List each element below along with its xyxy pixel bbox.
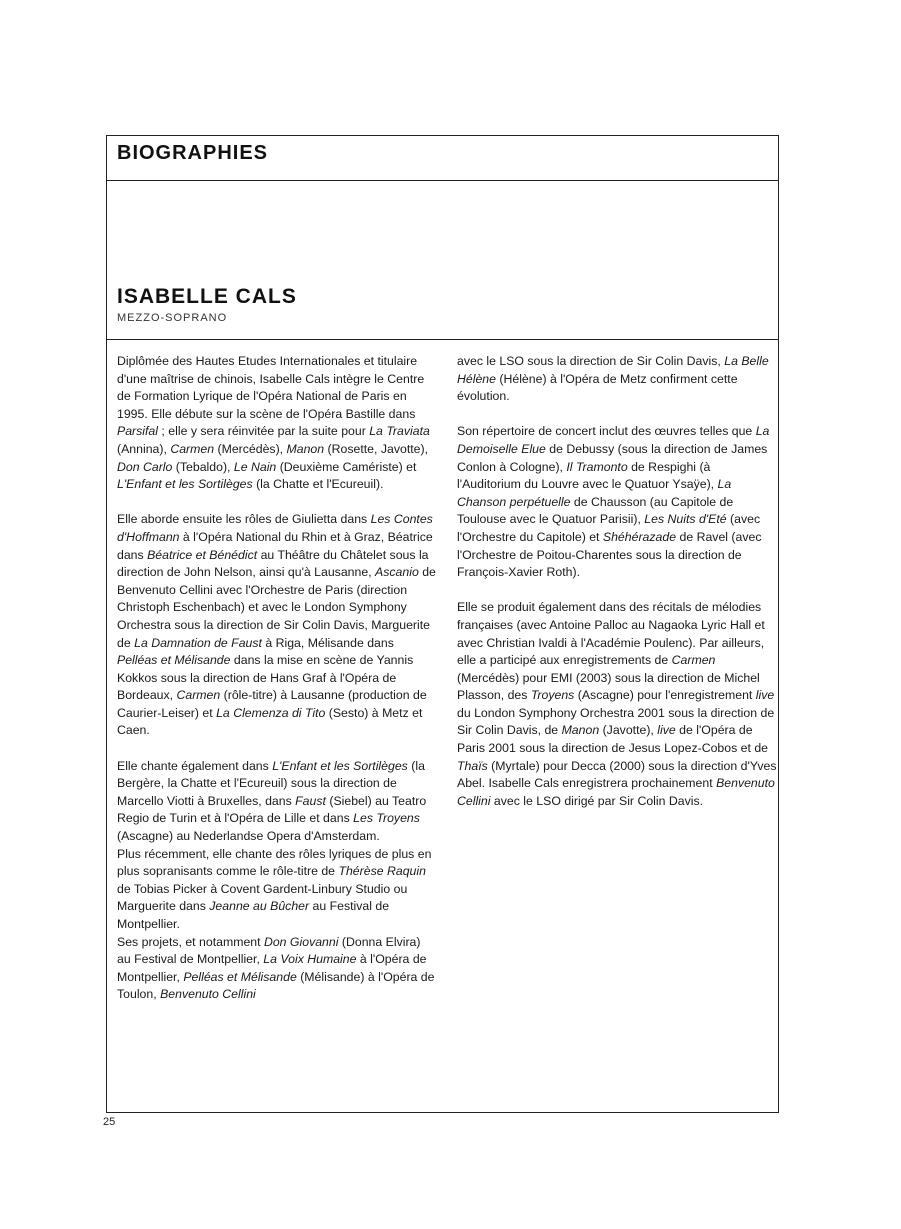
- work-title: Béatrice et Bénédict: [147, 547, 258, 562]
- text-run: Diplômée des Hautes Etudes Internationales et titulaire d'une maîtrise de chinois, Isabelle Cals intègre le Centre de Formation Lyrique de l'Opéra National de Paris en 1995. Elle débute sur la scène de l'Opéra Bastille dans: [117, 354, 425, 421]
- text-run: (Sesto) à Metz et Caen.: [117, 705, 423, 738]
- biography-paragraph: [457, 599, 777, 810]
- work-title: La Traviata: [369, 424, 430, 439]
- text-run: (rôle-titre) à Lausanne (production de Caurier-Leiser) et: [117, 688, 427, 720]
- biography-frame: [106, 135, 779, 1113]
- section-header: [107, 136, 778, 181]
- text-run: Plus récemment, elle chante des rôles lyriques de plus en plus sopranisants comme le rôle-titre de: [117, 846, 432, 879]
- work-title: Don Giovanni: [263, 934, 339, 949]
- work-title: Les Contes d'Hoffmann: [117, 512, 433, 544]
- text-run: à l'Opéra National du Rhin et à Graz, Béatrice dans: [117, 529, 433, 562]
- work-title: Carmen: [170, 441, 215, 456]
- work-title: Parsifal: [117, 424, 159, 439]
- text-run: (Hélène) à l'Opéra de Metz confirment cette évolution.: [457, 371, 738, 404]
- biography-column-right: [457, 353, 777, 828]
- work-title: La Chanson perpétuelle: [457, 477, 732, 509]
- text-run: à l'Opéra de Montpellier,: [117, 952, 427, 984]
- work-title: Thérèse Raquin: [338, 864, 426, 879]
- work-title: La Belle Hélène: [457, 354, 769, 386]
- biography-paragraph: [117, 511, 437, 740]
- person-name: ISABELLE CALS: [117, 285, 297, 308]
- work-title: Don Carlo: [117, 459, 173, 474]
- text-run: Elle chante également dans: [117, 758, 273, 773]
- text-run: du London Symphony Orchestra 2001 sous la direction de Sir Colin Davis, de: [457, 705, 775, 738]
- biography-paragraph: [117, 934, 437, 1004]
- text-run: de Tobias Picker à Covent Gardent-Linbury Studio ou Marguerite dans: [117, 881, 408, 914]
- work-title: La Demoiselle Elue: [457, 424, 770, 456]
- text-run: Ses projets, et notamment: [117, 934, 264, 949]
- text-run: (Tebaldo),: [172, 459, 234, 474]
- biography-paragraph: [457, 353, 777, 406]
- text-run: à Riga, Mélisande dans: [261, 635, 394, 650]
- work-title: Faust: [295, 793, 326, 808]
- text-run: dans la mise en scène de Yannis Kokkos sous la direction de Hans Graf à l'Opéra de Bordeaux,: [117, 653, 414, 703]
- text-run: (Mercédès),: [214, 441, 287, 456]
- text-run: (Ascagne) pour l'enregistrement: [574, 688, 756, 703]
- work-title: Benvenuto Cellini: [457, 776, 775, 808]
- work-title: Benvenuto Cellini: [160, 987, 256, 1002]
- work-title: Carmen: [671, 653, 716, 668]
- text-run: (avec l'Orchestre du Capitole) et: [457, 512, 761, 544]
- person-header: [107, 181, 778, 340]
- work-title: La Damnation de Faust: [134, 635, 262, 650]
- biography-paragraph: [117, 758, 437, 846]
- page-number: 25: [103, 1116, 116, 1128]
- text-run: (Mercédès) pour EMI (2003) sous la direction de Michel Plasson, des: [457, 670, 760, 703]
- work-title: Il Tramonto: [566, 459, 628, 474]
- biography-column-left: [117, 353, 437, 1004]
- work-title: Le Nain: [233, 459, 277, 474]
- text-run: de Chausson (au Capitole de Toulouse avec le Quatuor Parisii),: [457, 494, 734, 527]
- biography-paragraph: [117, 353, 437, 494]
- text-run: avec le LSO dirigé par Sir Colin Davis.: [490, 793, 704, 808]
- text-run: Elle se produit également dans des récitals de mélodies françaises (avec Antoine Palloc au Nagaoka Lyric Hall et avec Christian Ivaldi à l'Académie Poulenc). Par ailleurs, elle a participé aux enregistrements de: [457, 600, 765, 668]
- work-title: Les Nuits d'Eté: [644, 512, 727, 527]
- text-run: (Donna Elvira) au Festival de Montpellier,: [117, 934, 421, 967]
- text-run: de Benvenuto Cellini avec l'Orchestre de Paris (direction Christoph Eschenbach) et avec le London Symphony Orchestra sous la direction de Sir Colin Davis, Marguerite de: [117, 565, 436, 650]
- text-run: (Siebel) au Teatro Regio de Turin et à l'Opéra de Lille et dans: [117, 793, 427, 826]
- work-title: Ascanio: [375, 565, 419, 580]
- text-run: au Festival de Montpellier.: [117, 899, 390, 931]
- text-run: (Rosette, Javotte),: [324, 441, 429, 456]
- text-run: avec le LSO sous la direction de Sir Colin Davis,: [457, 354, 725, 368]
- work-title: Pelléas et Mélisande: [117, 653, 231, 668]
- text-run: (Mélisande) à l'Opéra de Toulon,: [117, 969, 435, 1002]
- work-title: live: [755, 688, 775, 703]
- work-title: La Clemenza di Tito: [216, 705, 326, 720]
- work-title: Manon: [561, 723, 600, 738]
- text-run: (la Bergère, la Chatte et l'Ecureuil) sous la direction de Marcello Viotti à Bruxelles, dans: [117, 758, 425, 808]
- text-run: de Ravel (avec l'Orchestre de Poitou-Charentes sous la direction de François-Xavier Roth).: [457, 529, 762, 580]
- text-run: (Myrtale) pour Decca (2000) sous la direction d'Yves Abel. Isabelle Cals enregistrera prochainement: [457, 758, 777, 791]
- text-run: Son répertoire de concert inclut des œuvres telles que: [457, 424, 756, 439]
- work-title: Carmen: [176, 688, 221, 703]
- text-run: ; elle y sera réinvitée par la suite pour: [158, 424, 370, 439]
- biography-paragraph: [457, 423, 777, 581]
- work-title: Pelléas et Mélisande: [183, 969, 297, 984]
- work-title: Thaïs: [457, 758, 488, 773]
- work-title: L'Enfant et les Sortilèges: [117, 477, 253, 492]
- work-title: Manon: [286, 441, 325, 456]
- work-title: live: [657, 723, 676, 738]
- biography-paragraph: [117, 846, 437, 934]
- work-title: Les Troyens: [353, 811, 420, 826]
- text-run: de Respighi (à l'Auditorium du Louvre avec le Quatuor Ysaÿe),: [457, 459, 718, 492]
- work-title: Shéhérazade: [602, 529, 677, 544]
- person-role: MEZZO-SOPRANO: [117, 312, 228, 324]
- section-title: BIOGRAPHIES: [117, 142, 269, 164]
- work-title: Jeanne au Bûcher: [209, 899, 310, 914]
- text-run: de l'Opéra de Paris 2001 sous la direction de Jesus Lopez-Cobos et de: [457, 723, 769, 756]
- text-run: (la Chatte et l'Ecureuil).: [252, 477, 384, 492]
- text-run: de Debussy (sous la direction de James Conlon à Cologne),: [457, 441, 768, 474]
- text-run: Elle aborde ensuite les rôles de Giulietta dans: [117, 512, 371, 527]
- text-run: (Deuxième Camériste) et: [276, 459, 417, 474]
- work-title: L'Enfant et les Sortilèges: [272, 758, 408, 773]
- work-title: La Voix Humaine: [263, 952, 357, 967]
- text-run: (Annina),: [117, 441, 171, 456]
- text-run: (Javotte),: [599, 723, 658, 738]
- text-run: au Théâtre du Châtelet sous la direction de John Nelson, ainsi qu'à Lausanne,: [117, 547, 429, 580]
- work-title: Troyens: [530, 688, 575, 703]
- text-run: (Ascagne) au Nederlandse Opera d'Amsterdam.: [117, 829, 380, 844]
